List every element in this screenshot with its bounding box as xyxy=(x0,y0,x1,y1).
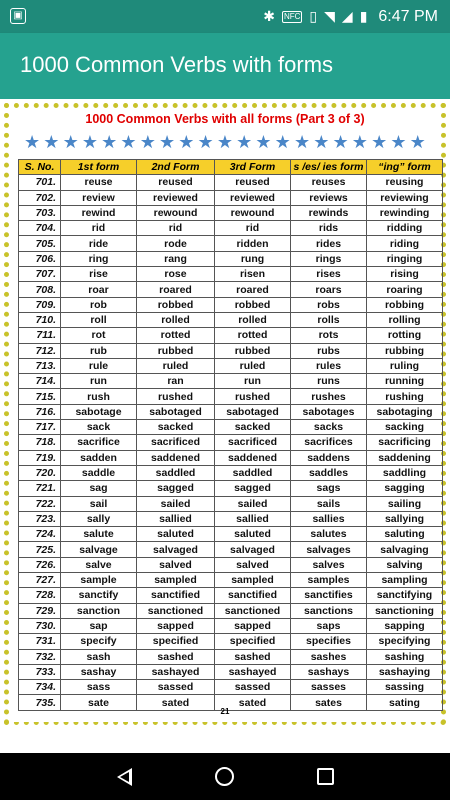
table-row xyxy=(19,297,443,312)
table-header-row xyxy=(19,160,443,175)
cell-ing-form: riding xyxy=(367,236,443,251)
cell-first-form: sash xyxy=(61,649,137,664)
cell-first-form: sadden xyxy=(61,450,137,465)
cell-s-form: sacrifices xyxy=(291,435,367,450)
cell-second-form: rolled xyxy=(137,312,215,327)
table-row xyxy=(19,542,443,557)
cell-s-form: rings xyxy=(291,251,367,266)
cell-s-form: sanctifies xyxy=(291,588,367,603)
table-row xyxy=(19,328,443,343)
cell-second-form: sallied xyxy=(137,511,215,526)
cell-ing-form: sating xyxy=(367,695,443,710)
cell-sno: 720. xyxy=(19,465,61,480)
cell-second-form: rid xyxy=(137,221,215,236)
col-header-sno: S. No. xyxy=(19,160,61,175)
cell-first-form: rub xyxy=(61,343,137,358)
cell-sno: 710. xyxy=(19,312,61,327)
cell-first-form: sag xyxy=(61,481,137,496)
cell-s-form: sabotages xyxy=(291,404,367,419)
cell-third-form: sapped xyxy=(215,618,291,633)
cell-s-form: sanctions xyxy=(291,603,367,618)
cell-ing-form: rewinding xyxy=(367,205,443,220)
cell-ing-form: running xyxy=(367,374,443,389)
cell-first-form: specify xyxy=(61,634,137,649)
table-row xyxy=(19,251,443,266)
cell-second-form: sanctioned xyxy=(137,603,215,618)
cell-sno: 725. xyxy=(19,542,61,557)
table-row xyxy=(19,496,443,511)
signal-icon: ◢ xyxy=(341,8,353,24)
cell-s-form: sallies xyxy=(291,511,367,526)
cell-sno: 712. xyxy=(19,343,61,358)
star-icon: ★ xyxy=(216,132,233,152)
navigation-bar xyxy=(0,753,450,800)
cell-ing-form: salving xyxy=(367,557,443,572)
cell-first-form: rob xyxy=(61,297,137,312)
page-content[interactable] xyxy=(0,99,450,753)
cell-second-form: ran xyxy=(137,374,215,389)
cell-second-form: reviewed xyxy=(137,190,215,205)
cell-first-form: run xyxy=(61,374,137,389)
cell-sno: 733. xyxy=(19,664,61,679)
col-header-first-form: 1st form xyxy=(61,160,137,175)
cell-first-form: sail xyxy=(61,496,137,511)
app-notification-icon: ▣ xyxy=(10,8,26,24)
table-row xyxy=(19,282,443,297)
cell-third-form: rushed xyxy=(215,389,291,404)
cell-second-form: rode xyxy=(137,236,215,251)
cell-sno: 722. xyxy=(19,496,61,511)
status-bar xyxy=(0,0,450,33)
wifi-icon: ◥ xyxy=(324,8,335,24)
table-row xyxy=(19,267,443,282)
cell-third-form: rubbed xyxy=(215,343,291,358)
cell-ing-form: sallying xyxy=(367,511,443,526)
cell-first-form: rule xyxy=(61,358,137,373)
star-icon: ★ xyxy=(351,132,368,152)
table-row xyxy=(19,481,443,496)
table-row xyxy=(19,588,443,603)
cell-second-form: specified xyxy=(137,634,215,649)
cell-second-form: sailed xyxy=(137,496,215,511)
cell-sno: 724. xyxy=(19,527,61,542)
table-row xyxy=(19,557,443,572)
cell-first-form: sack xyxy=(61,420,137,435)
vibrate-icon: ▯ xyxy=(309,8,318,24)
cell-third-form: salvaged xyxy=(215,542,291,557)
page-heading: 1000 Common Verbs with all forms (Part 3 of 3) xyxy=(85,112,365,126)
star-icon: ★ xyxy=(101,132,118,152)
cell-s-form: sails xyxy=(291,496,367,511)
cell-ing-form: robbing xyxy=(367,297,443,312)
table-row xyxy=(19,175,443,190)
cell-sno: 723. xyxy=(19,511,61,526)
cell-second-form: sated xyxy=(137,695,215,710)
table-row xyxy=(19,634,443,649)
star-icon: ★ xyxy=(120,132,137,152)
cell-s-form: rids xyxy=(291,221,367,236)
cell-second-form: sashayed xyxy=(137,664,215,679)
cell-s-form: salvages xyxy=(291,542,367,557)
cell-third-form: risen xyxy=(215,267,291,282)
cell-ing-form: rubbing xyxy=(367,343,443,358)
cell-second-form: rubbed xyxy=(137,343,215,358)
cell-s-form: rubs xyxy=(291,343,367,358)
table-row xyxy=(19,221,443,236)
cell-first-form: salve xyxy=(61,557,137,572)
table-row xyxy=(19,236,443,251)
page-inner xyxy=(10,112,440,722)
table-row xyxy=(19,312,443,327)
cell-third-form: reviewed xyxy=(215,190,291,205)
table-row xyxy=(19,649,443,664)
cell-sno: 717. xyxy=(19,420,61,435)
cell-s-form: rots xyxy=(291,328,367,343)
cell-ing-form: saddling xyxy=(367,465,443,480)
cell-sno: 709. xyxy=(19,297,61,312)
cell-third-form: rid xyxy=(215,221,291,236)
cell-ing-form: reusing xyxy=(367,175,443,190)
cell-third-form: sallied xyxy=(215,511,291,526)
cell-second-form: robbed xyxy=(137,297,215,312)
cell-first-form: sap xyxy=(61,618,137,633)
star-icon: ★ xyxy=(62,132,79,152)
cell-s-form: robs xyxy=(291,297,367,312)
cell-ing-form: rolling xyxy=(367,312,443,327)
cell-sno: 716. xyxy=(19,404,61,419)
cell-s-form: roars xyxy=(291,282,367,297)
cell-sno: 711. xyxy=(19,328,61,343)
table-row xyxy=(19,664,443,679)
cell-ing-form: saluting xyxy=(367,527,443,542)
cell-sno: 714. xyxy=(19,374,61,389)
cell-first-form: rewind xyxy=(61,205,137,220)
cell-third-form: ruled xyxy=(215,358,291,373)
cell-first-form: rid xyxy=(61,221,137,236)
cell-sno: 715. xyxy=(19,389,61,404)
cell-second-form: sapped xyxy=(137,618,215,633)
star-icon: ★ xyxy=(236,132,253,152)
cell-second-form: sagged xyxy=(137,481,215,496)
cell-s-form: sashays xyxy=(291,664,367,679)
cell-first-form: sate xyxy=(61,695,137,710)
cell-third-form: sanctified xyxy=(215,588,291,603)
cell-second-form: sassed xyxy=(137,680,215,695)
col-header-s-form: s /es/ ies form xyxy=(291,160,367,175)
cell-second-form: saddled xyxy=(137,465,215,480)
table-row xyxy=(19,603,443,618)
star-icon: ★ xyxy=(197,132,214,152)
cell-third-form: sampled xyxy=(215,573,291,588)
table-row xyxy=(19,465,443,480)
cell-first-form: reuse xyxy=(61,175,137,190)
star-icon: ★ xyxy=(274,132,291,152)
cell-sno: 719. xyxy=(19,450,61,465)
cell-third-form: saddled xyxy=(215,465,291,480)
star-icon: ★ xyxy=(178,132,195,152)
cell-ing-form: sacrificing xyxy=(367,435,443,450)
status-icons xyxy=(263,0,438,33)
table-row xyxy=(19,420,443,435)
cell-s-form: rewinds xyxy=(291,205,367,220)
cell-first-form: sample xyxy=(61,573,137,588)
cell-ing-form: sailing xyxy=(367,496,443,511)
cell-sno: 701. xyxy=(19,175,61,190)
cell-sno: 730. xyxy=(19,618,61,633)
app-bar xyxy=(0,33,450,99)
cell-third-form: saddened xyxy=(215,450,291,465)
cell-ing-form: specifying xyxy=(367,634,443,649)
cell-sno: 734. xyxy=(19,680,61,695)
cell-s-form: rises xyxy=(291,267,367,282)
cell-first-form: roll xyxy=(61,312,137,327)
cell-third-form: sagged xyxy=(215,481,291,496)
cell-third-form: sacked xyxy=(215,420,291,435)
cell-sno: 706. xyxy=(19,251,61,266)
cell-sno: 703. xyxy=(19,205,61,220)
star-icon: ★ xyxy=(409,132,426,152)
cell-ing-form: ruling xyxy=(367,358,443,373)
cell-second-form: rose xyxy=(137,267,215,282)
cell-sno: 721. xyxy=(19,481,61,496)
cell-first-form: rise xyxy=(61,267,137,282)
cell-second-form: rewound xyxy=(137,205,215,220)
cell-first-form: salvage xyxy=(61,542,137,557)
back-icon[interactable] xyxy=(117,768,132,786)
cell-third-form: run xyxy=(215,374,291,389)
cell-third-form: rolled xyxy=(215,312,291,327)
cell-first-form: review xyxy=(61,190,137,205)
cell-s-form: specifies xyxy=(291,634,367,649)
cell-third-form: sanctioned xyxy=(215,603,291,618)
col-header-second-form: 2nd Form xyxy=(137,160,215,175)
cell-s-form: reuses xyxy=(291,175,367,190)
cell-second-form: rang xyxy=(137,251,215,266)
cell-ing-form: ringing xyxy=(367,251,443,266)
cell-second-form: saluted xyxy=(137,527,215,542)
cell-third-form: rung xyxy=(215,251,291,266)
cell-sno: 708. xyxy=(19,282,61,297)
bluetooth-icon: ✱ xyxy=(263,8,275,24)
cell-ing-form: sampling xyxy=(367,573,443,588)
cell-s-form: saddens xyxy=(291,450,367,465)
cell-first-form: sanctify xyxy=(61,588,137,603)
cell-s-form: sacks xyxy=(291,420,367,435)
cell-second-form: saddened xyxy=(137,450,215,465)
cell-ing-form: sacking xyxy=(367,420,443,435)
star-row xyxy=(24,132,426,152)
cell-ing-form: saddening xyxy=(367,450,443,465)
table-row xyxy=(19,618,443,633)
cell-sno: 704. xyxy=(19,221,61,236)
verb-table xyxy=(18,159,443,711)
cell-second-form: salved xyxy=(137,557,215,572)
cell-third-form: robbed xyxy=(215,297,291,312)
table-row xyxy=(19,404,443,419)
cell-second-form: rotted xyxy=(137,328,215,343)
cell-second-form: sashed xyxy=(137,649,215,664)
star-icon: ★ xyxy=(24,132,41,152)
cell-second-form: sacked xyxy=(137,420,215,435)
cell-sno: 718. xyxy=(19,435,61,450)
cell-s-form: saps xyxy=(291,618,367,633)
star-icon: ★ xyxy=(255,132,272,152)
cell-first-form: sass xyxy=(61,680,137,695)
recents-icon[interactable] xyxy=(317,768,334,785)
cell-s-form: sags xyxy=(291,481,367,496)
star-icon: ★ xyxy=(293,132,311,152)
cell-second-form: salvaged xyxy=(137,542,215,557)
cell-s-form: sasses xyxy=(291,680,367,695)
cell-s-form: sashes xyxy=(291,649,367,664)
cell-ing-form: sanctioning xyxy=(367,603,443,618)
cell-ing-form: rotting xyxy=(367,328,443,343)
star-icon: ★ xyxy=(43,132,60,152)
star-icon: ★ xyxy=(371,132,388,152)
cell-ing-form: sashing xyxy=(367,649,443,664)
cell-ing-form: sanctifying xyxy=(367,588,443,603)
cell-ing-form: sapping xyxy=(367,618,443,633)
star-icon: ★ xyxy=(81,132,98,152)
cell-sno: 702. xyxy=(19,190,61,205)
cell-ing-form: rushing xyxy=(367,389,443,404)
cell-second-form: sacrificed xyxy=(137,435,215,450)
cell-s-form: runs xyxy=(291,374,367,389)
cell-ing-form: roaring xyxy=(367,282,443,297)
star-icon: ★ xyxy=(332,132,349,152)
table-row xyxy=(19,190,443,205)
cell-sno: 729. xyxy=(19,603,61,618)
cell-second-form: ruled xyxy=(137,358,215,373)
cell-s-form: saddles xyxy=(291,465,367,480)
cell-third-form: sashayed xyxy=(215,664,291,679)
cell-s-form: rolls xyxy=(291,312,367,327)
cell-third-form: sailed xyxy=(215,496,291,511)
table-row xyxy=(19,435,443,450)
cell-third-form: rotted xyxy=(215,328,291,343)
cell-sno: 726. xyxy=(19,557,61,572)
cell-s-form: rules xyxy=(291,358,367,373)
table-row xyxy=(19,573,443,588)
table-body xyxy=(19,175,443,710)
cell-s-form: rushes xyxy=(291,389,367,404)
cell-first-form: sacrifice xyxy=(61,435,137,450)
app-title: 1000 Common Verbs with forms xyxy=(20,52,334,77)
cell-third-form: sacrificed xyxy=(215,435,291,450)
cell-first-form: ring xyxy=(61,251,137,266)
cell-s-form: salves xyxy=(291,557,367,572)
cell-second-form: reused xyxy=(137,175,215,190)
cell-third-form: rewound xyxy=(215,205,291,220)
cell-third-form: specified xyxy=(215,634,291,649)
star-icon: ★ xyxy=(313,132,330,152)
star-icon: ★ xyxy=(390,132,407,152)
cell-third-form: sated xyxy=(215,695,291,710)
cell-first-form: rush xyxy=(61,389,137,404)
cell-first-form: sally xyxy=(61,511,137,526)
table-row xyxy=(19,343,443,358)
cell-first-form: sashay xyxy=(61,664,137,679)
table-row xyxy=(19,680,443,695)
cell-first-form: roar xyxy=(61,282,137,297)
cell-third-form: ridden xyxy=(215,236,291,251)
cell-sno: 707. xyxy=(19,267,61,282)
cell-first-form: ride xyxy=(61,236,137,251)
cell-sno: 732. xyxy=(19,649,61,664)
table-row xyxy=(19,450,443,465)
cell-ing-form: sassing xyxy=(367,680,443,695)
table-row xyxy=(19,389,443,404)
cell-sno: 713. xyxy=(19,358,61,373)
col-header-third-form: 3rd Form xyxy=(215,160,291,175)
cell-first-form: saddle xyxy=(61,465,137,480)
cell-s-form: samples xyxy=(291,573,367,588)
cell-third-form: sabotaged xyxy=(215,404,291,419)
table-row xyxy=(19,374,443,389)
cell-first-form: sabotage xyxy=(61,404,137,419)
cell-ing-form: reviewing xyxy=(367,190,443,205)
cell-first-form: sanction xyxy=(61,603,137,618)
table-row xyxy=(19,511,443,526)
cell-s-form: rides xyxy=(291,236,367,251)
table-row xyxy=(19,205,443,220)
star-icon: ★ xyxy=(158,132,176,152)
table-row xyxy=(19,527,443,542)
cell-second-form: sampled xyxy=(137,573,215,588)
cell-ing-form: salvaging xyxy=(367,542,443,557)
cell-ing-form: ridding xyxy=(367,221,443,236)
cell-s-form: sates xyxy=(291,695,367,710)
cell-third-form: sassed xyxy=(215,680,291,695)
star-icon: ★ xyxy=(139,132,156,152)
cell-sno: 728. xyxy=(19,588,61,603)
cell-second-form: sanctified xyxy=(137,588,215,603)
cell-ing-form: sagging xyxy=(367,481,443,496)
cell-third-form: salved xyxy=(215,557,291,572)
cell-third-form: reused xyxy=(215,175,291,190)
battery-icon: ▮ xyxy=(359,8,368,24)
status-time: 6:47 PM xyxy=(378,7,438,25)
home-icon[interactable] xyxy=(215,767,234,786)
cell-second-form: rushed xyxy=(137,389,215,404)
page-number: 21 xyxy=(220,707,230,716)
cell-sno: 735. xyxy=(19,695,61,710)
cell-sno: 705. xyxy=(19,236,61,251)
cell-s-form: salutes xyxy=(291,527,367,542)
cell-second-form: roared xyxy=(137,282,215,297)
nfc-icon: NFC xyxy=(283,11,301,21)
cell-third-form: sashed xyxy=(215,649,291,664)
cell-sno: 731. xyxy=(19,634,61,649)
cell-third-form: roared xyxy=(215,282,291,297)
cell-third-form: saluted xyxy=(215,527,291,542)
cell-ing-form: rising xyxy=(367,267,443,282)
cell-second-form: sabotaged xyxy=(137,404,215,419)
cell-ing-form: sashaying xyxy=(367,664,443,679)
col-header-ing-form: “ing” form xyxy=(367,160,443,175)
cell-ing-form: sabotaging xyxy=(367,404,443,419)
cell-s-form: reviews xyxy=(291,190,367,205)
table-row xyxy=(19,358,443,373)
cell-sno: 727. xyxy=(19,573,61,588)
cell-first-form: salute xyxy=(61,527,137,542)
cell-first-form: rot xyxy=(61,328,137,343)
